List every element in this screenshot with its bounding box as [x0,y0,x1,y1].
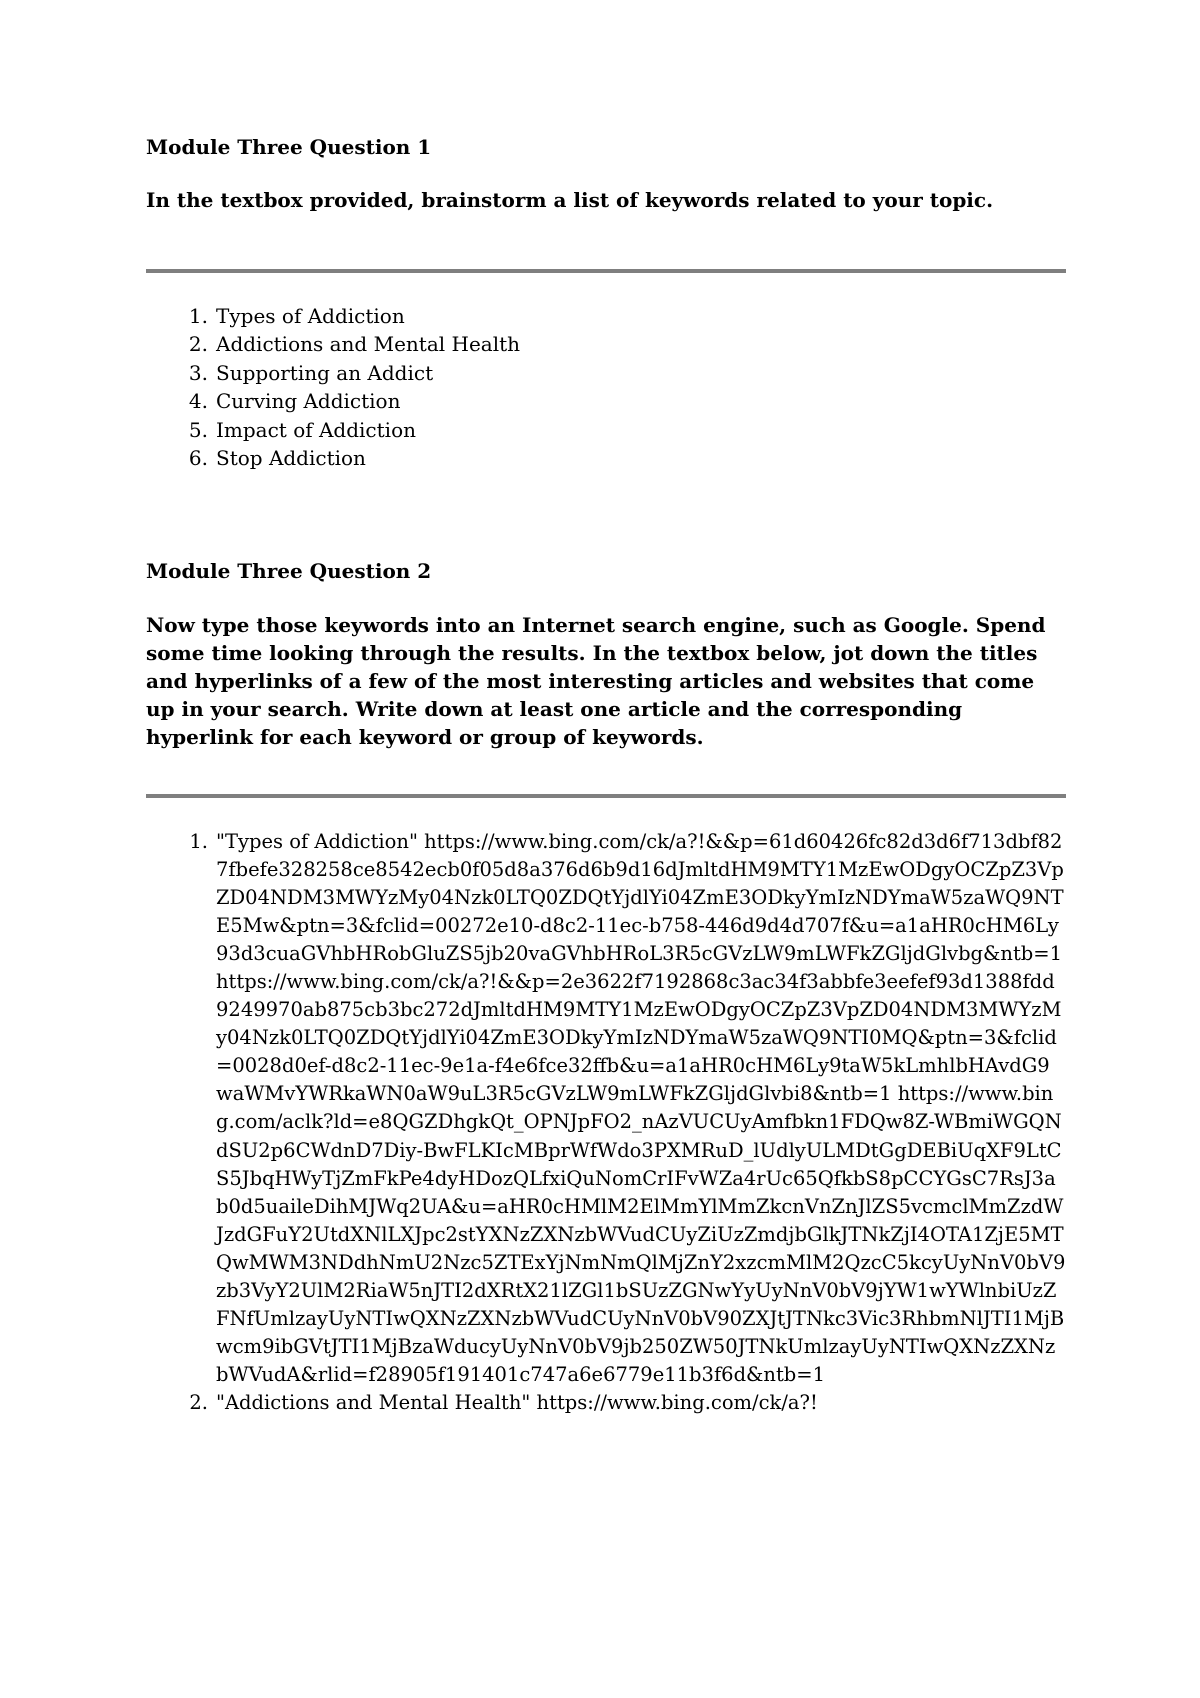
textbox-1-divider [146,269,1066,273]
list-number: 6. [188,446,208,471]
list-number: 5. [188,417,208,442]
question-2-title: Module Three Question 2 [146,559,432,583]
article-text[interactable]: "Types of Addiction" https://www.bing.com/ck/a?!&&p=61d60426fc82d3d6f713dbf827fbefe328258ce8542ecb0f05d8a376d6b9d16dJmltdHM9MTY1MzEwODgyOCZpZ3VpZD04NDM3MWYzMy04Nzk0LTQ0ZDQtYjdlYi04ZmE3ODkyYmIzNDYmaW5zaWQ9NTE5Mw&ptn=3&fclid=00272e10-d8c2-11ec-b758-446d9d4d707f&u=a1aHR0cHM6Ly93d3cuaGVhbHRobGluZS5jb20vaGVhbHRoL3R5cGVzLW9mLWFkZGljdGlvbg&ntb=1 https://www.bing.com/ck/a?!&&p=2e3622f7192868c3ac34f3abbfe3eefef93d1388fdd9249970ab875cb3bc272dJmltdHM9MTY1MzEwODgyOCZpZ3VpZD04NDM3MWYzMy04Nzk0LTQ0ZDQtYjdlYi04ZmE3ODkyYmIzNDYmaW5zaWQ9NTI0MQ&ptn=3&fclid=0028d0ef-d8c2-11ec-9e1a-f4e6fce32ffb&u=a1aHR0cHM6Ly9taW5kLmhlbHAvdG9waWMvYWRkaWN0aW9uL3R5cGVzLW9mLWFkZGljdGlvbi8&ntb=1 https://www.bing.com/aclk?ld=e8QGZDhgkQt_OPNJpFO2_nAzVUCUyAmfbkn1FDQw8Z-WBmiWGQNdSU2p6CWdnD7Diy-BwFLKIcMBprWfWdo3PXMRuD_lUdlyULMDtGgDEBiUqXF9LtCS5JbqHWyTjZmFkPe4dyHDozQLfxiQuNomCrIFvWZa4rUc65QfkbS8pCCYGsC7RsJ3ab0d5uaileDihMJWq2UA&u=aHR0cHMlM2ElMmYlMmZkcnVnZnJlZS5vcmclMmZzdWJzdGFuY2UtdXNlLXJpc2stYXNzZXNzbWVudCUyZiUzZmdjbGlkJTNkZjI4OTA1ZjE5MTQwMWM3NDdhNmU2Nzc5ZTExYjNmNmQlMjZnY2xzcmMlM2QzcC5kcyUyNnV0bV9zb3VyY2UlM2RiaW5nJTI2dXRtX21lZGl1bSUzZGNwYyUyNnV0bV9jYW1wYWlnbiUzZFNfUmlzayUyNTIwQXNzZXNzbWVudCUyNnV0bV90ZXJtJTNkc3Vic3RhbmNlJTI1MjBwcm9ibGVtJTI1MjBzaWducyUyNnV0bV9jb250ZW50JTNkUmlzayUyNTIwQXNzZXNzbWVudA&rlid=f28905f191401c747a6e6779e11b3f6d&ntb=1 [216,830,1066,1386]
keyword-text: Stop Addiction [216,446,366,471]
keyword-text: Addictions and Mental Health [216,332,521,357]
list-number: 1. [189,830,208,853]
question-1-title: Module Three Question 1 [146,135,432,159]
article-list [146,828,1066,1417]
list-number: 2. [189,1390,208,1414]
question-2-prompt: Now type those keywords into an Internet search engine, such as Google. Spend some time looking through the results. In the textbox below, jot down the titles and hyperlinks of a few of the most interesting articles and websites that come up in your search. Write down at least one article and the corresponding hyperlink for each keyword or group of keywords. [146,613,1046,749]
list-number: 4. [188,389,208,414]
list-number: 3. [188,360,208,385]
keyword-item [146,330,1066,358]
keyword-text: Curving Addiction [216,389,401,414]
list-number: 1. [188,304,208,328]
keyword-text: Supporting an Addict [216,360,434,385]
keyword-list [146,302,1066,472]
keyword-text: Impact of Addiction [216,417,416,442]
article-item [146,1389,1066,1417]
article-item [146,828,1066,1389]
article-text[interactable]: "Addictions and Mental Health" https://www.bing.com/ck/a?! [216,1390,818,1414]
keyword-item [146,302,1066,330]
keyword-text: Types of Addiction [216,304,405,328]
textbox-2-divider [146,794,1066,798]
question-1-prompt: In the textbox provided, brainstorm a list of keywords related to your topic. [146,188,994,212]
keyword-item [146,444,1066,472]
keyword-item [146,359,1066,387]
keyword-item [146,387,1066,415]
keyword-item [146,416,1066,444]
list-number: 2. [188,332,208,357]
